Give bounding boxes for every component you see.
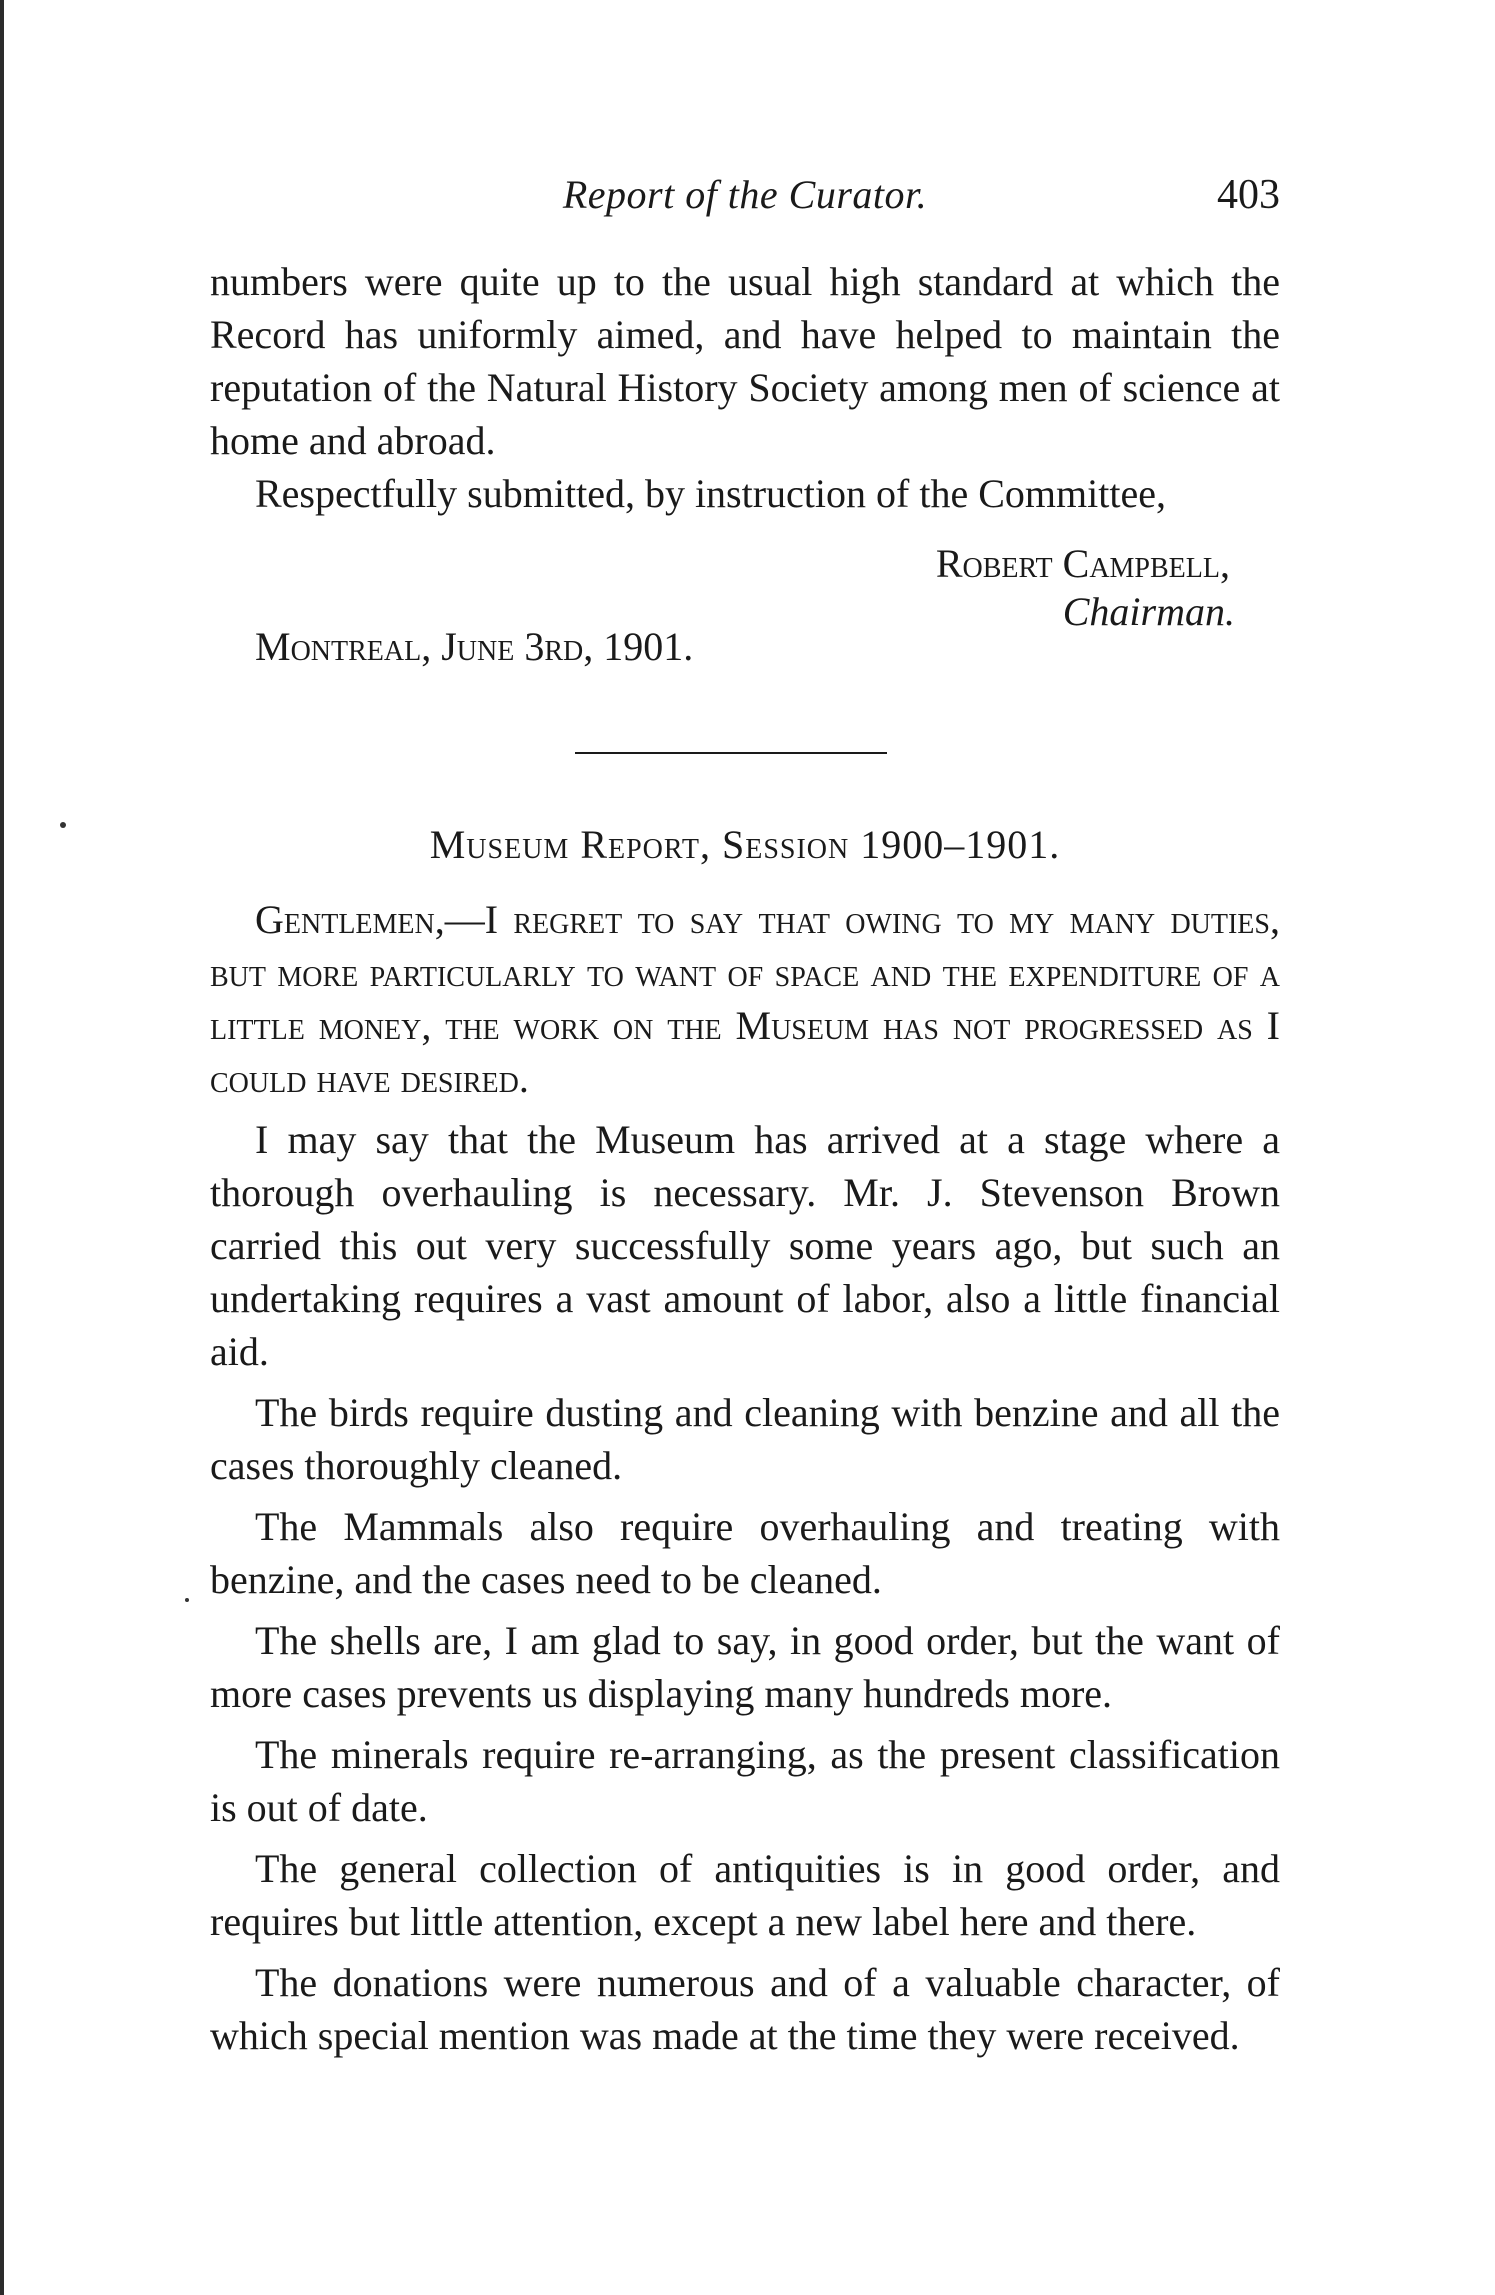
page-number: 403 — [1217, 172, 1280, 218]
running-head — [210, 165, 1280, 225]
section-divider — [575, 752, 887, 754]
report-paragraph — [210, 893, 1280, 1105]
report-paragraph: The minerals require re-arranging, as the present classification is out of date. — [210, 1732, 1280, 1830]
report-paragraph: The birds require dusting and cleaning with benzine and all the cases thoroughly cleaned. — [210, 1390, 1280, 1488]
report-paragraph: The shells are, I am glad to say, in good order, but the want of more cases prevents us displaying many hundreds more. — [210, 1618, 1280, 1716]
signatory-name: Robert Campbell, — [935, 541, 1230, 586]
report-paragraph: The Mammals also require overhauling and treating with benzine, and the cases need to be cleaned. — [210, 1504, 1280, 1602]
section-heading: Museum Report, Session 1900–1901. — [429, 822, 1061, 867]
submitted-line: Respectfully submitted, by instruction of the Committee, — [255, 471, 1166, 516]
dateline: Montreal, June 3rd, 1901. — [255, 624, 694, 669]
page-edge-shadow — [0, 0, 4, 2295]
intro-block — [210, 255, 1280, 520]
scan-speck — [60, 822, 66, 828]
signatory-title: Chairman. — [1062, 589, 1235, 634]
signature-name — [210, 537, 1230, 590]
report-body — [210, 893, 1280, 2062]
report-paragraph-text: Gentlemen,—I regret to say that owing to my many duties, but more particularly to want of space and the expenditure of a little money, the work on the Museum has not progressed as I could have desired. — [210, 897, 1280, 1101]
report-paragraph: I may say that the Museum has arrived at a stage where a thorough overhauling is necessary. Mr. J. Stevenson Brown carried this out very successfully some years ago, but such an undertaking requires a vast amount of labor, also a little financial aid. — [210, 1117, 1280, 1374]
report-paragraph: The general collection of antiquities is in good order, and requires but little attention, except a new label here and there. — [210, 1846, 1280, 1944]
intro-paragraph: numbers were quite up to the usual high standard at which the Record has uniformly aimed, and have helped to maintain the reputation of the Natural History Society among men of science at home and abroad. — [210, 259, 1280, 463]
report-paragraph: The donations were numerous and of a valuable character, of which special mention was made at the time they were received. — [210, 1960, 1280, 2058]
running-title: Report of the Curator. — [562, 172, 928, 217]
scan-speck — [185, 1598, 189, 1602]
